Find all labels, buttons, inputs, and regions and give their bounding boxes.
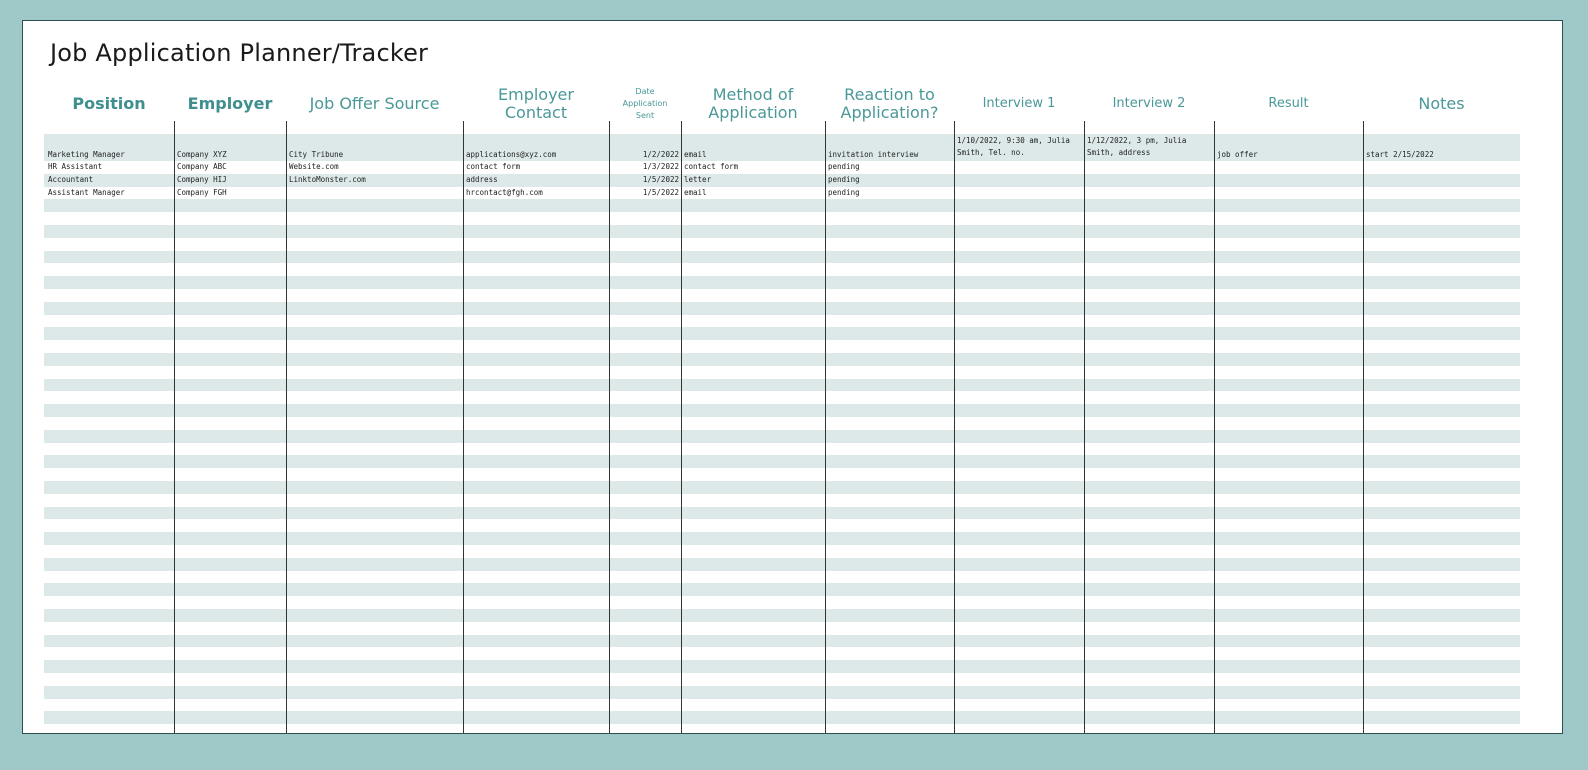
table-row[interactable] xyxy=(44,327,1520,340)
table-row[interactable] xyxy=(44,455,1520,468)
cell-date[interactable]: 1/3/2022 xyxy=(642,162,679,172)
cell-reaction[interactable]: pending xyxy=(828,175,860,185)
table-row[interactable] xyxy=(44,302,1520,315)
cell-source[interactable]: LinktoMonster.com xyxy=(289,175,366,185)
table-row[interactable] xyxy=(44,596,1520,609)
table-row[interactable] xyxy=(44,532,1520,545)
column-divider xyxy=(1214,121,1215,733)
header-position[interactable]: Position xyxy=(72,93,146,113)
cell-contact[interactable]: hrcontact@fgh.com xyxy=(466,187,543,197)
header-method-of-application[interactable]: Method of Application xyxy=(708,84,798,122)
table-row[interactable] xyxy=(44,519,1520,532)
tracker-table xyxy=(44,134,1520,730)
table-row[interactable] xyxy=(44,353,1520,366)
column-divider xyxy=(825,121,826,733)
table-row[interactable] xyxy=(44,583,1520,596)
cell-source[interactable]: City Tribune xyxy=(289,149,344,159)
header-reaction-to-application[interactable]: Reaction to Application? xyxy=(840,84,939,122)
column-divider xyxy=(954,121,955,733)
table-row[interactable] xyxy=(44,289,1520,302)
column-divider xyxy=(1363,121,1364,733)
cell-method[interactable]: email xyxy=(684,187,707,197)
table-row[interactable] xyxy=(44,711,1520,724)
table-row[interactable] xyxy=(44,251,1520,264)
column-divider xyxy=(1084,121,1085,733)
header-employer[interactable]: Employer xyxy=(187,93,273,113)
table-row[interactable] xyxy=(44,699,1520,712)
table-row[interactable] xyxy=(44,379,1520,392)
cell-notes[interactable]: start 2/15/2022 xyxy=(1366,149,1434,159)
table-row[interactable] xyxy=(44,635,1520,648)
table-row[interactable] xyxy=(44,315,1520,328)
table-row[interactable] xyxy=(44,366,1520,379)
column-divider xyxy=(681,121,682,733)
cell-position[interactable]: Assistant Manager xyxy=(48,187,125,197)
cell-position[interactable]: HR Assistant xyxy=(48,162,103,172)
table-row[interactable] xyxy=(44,417,1520,430)
table-row[interactable] xyxy=(44,507,1520,520)
table-row[interactable] xyxy=(44,199,1520,212)
cell-position[interactable]: Accountant xyxy=(48,175,94,185)
table-row[interactable] xyxy=(44,481,1520,494)
table-row[interactable] xyxy=(44,263,1520,276)
cell-reaction[interactable]: pending xyxy=(828,187,860,197)
cell-source[interactable]: Website.com xyxy=(289,162,339,172)
cell-method[interactable]: contact form xyxy=(684,162,739,172)
cell-employer[interactable]: Company FGH xyxy=(177,187,227,197)
cell-interview1[interactable]: 1/10/2022, 9:30 am, Julia Smith, Tel. no. xyxy=(957,136,1070,157)
table-row[interactable] xyxy=(44,558,1520,571)
cell-employer[interactable]: Company XYZ xyxy=(177,149,227,159)
header-interview-2[interactable]: Interview 2 xyxy=(1112,95,1186,111)
page-title: Job Application Planner/Tracker xyxy=(50,39,429,67)
cell-method[interactable]: email xyxy=(684,149,707,159)
table-row[interactable] xyxy=(44,673,1520,686)
table-row[interactable] xyxy=(44,212,1520,225)
column-divider xyxy=(609,121,610,733)
cell-result[interactable]: job offer xyxy=(1217,149,1258,159)
table-row[interactable] xyxy=(44,443,1520,456)
cell-reaction[interactable]: pending xyxy=(828,162,860,172)
cell-date[interactable]: 1/5/2022 xyxy=(642,175,679,185)
table-row[interactable] xyxy=(44,647,1520,660)
table-row[interactable] xyxy=(44,225,1520,238)
cell-position[interactable]: Marketing Manager xyxy=(48,149,125,159)
tracker-sheet xyxy=(22,20,1563,734)
table-row[interactable] xyxy=(44,430,1520,443)
table-row[interactable] xyxy=(44,609,1520,622)
cell-contact[interactable]: address xyxy=(466,175,498,185)
cell-contact[interactable]: contact form xyxy=(466,162,521,172)
table-row[interactable] xyxy=(44,571,1520,584)
cell-employer[interactable]: Company ABC xyxy=(177,162,227,172)
header-notes[interactable]: Notes xyxy=(1418,93,1465,113)
cell-date[interactable]: 1/5/2022 xyxy=(642,187,679,197)
table-row[interactable] xyxy=(44,276,1520,289)
header-employer-contact[interactable]: Employer Contact xyxy=(498,84,574,122)
table-row[interactable] xyxy=(44,404,1520,417)
table-row[interactable] xyxy=(44,340,1520,353)
table-row[interactable] xyxy=(44,238,1520,251)
header-job-offer-source[interactable]: Job Offer Source xyxy=(309,93,440,113)
table-row[interactable] xyxy=(44,622,1520,635)
column-headers xyxy=(44,79,1520,129)
table-row[interactable] xyxy=(44,660,1520,673)
header-date-application-sent[interactable]: Date Application Sent xyxy=(622,87,668,120)
table-row[interactable] xyxy=(44,545,1520,558)
cell-interview2[interactable]: 1/12/2022, 3 pm, Julia Smith, address xyxy=(1087,136,1187,157)
cell-method[interactable]: letter xyxy=(684,175,712,185)
cell-employer[interactable]: Company HIJ xyxy=(177,175,227,185)
table-row[interactable] xyxy=(44,686,1520,699)
cell-reaction[interactable]: invitation interview xyxy=(828,149,919,159)
table-row[interactable] xyxy=(44,391,1520,404)
cell-contact[interactable]: applications@xyz.com xyxy=(466,149,557,159)
table-row[interactable] xyxy=(44,468,1520,481)
header-interview-1[interactable]: Interview 1 xyxy=(982,95,1056,111)
column-divider xyxy=(286,121,287,733)
header-result[interactable]: Result xyxy=(1268,95,1309,111)
table-row[interactable] xyxy=(44,494,1520,507)
column-divider xyxy=(174,121,175,733)
column-divider xyxy=(463,121,464,733)
cell-date[interactable]: 1/2/2022 xyxy=(642,149,679,159)
